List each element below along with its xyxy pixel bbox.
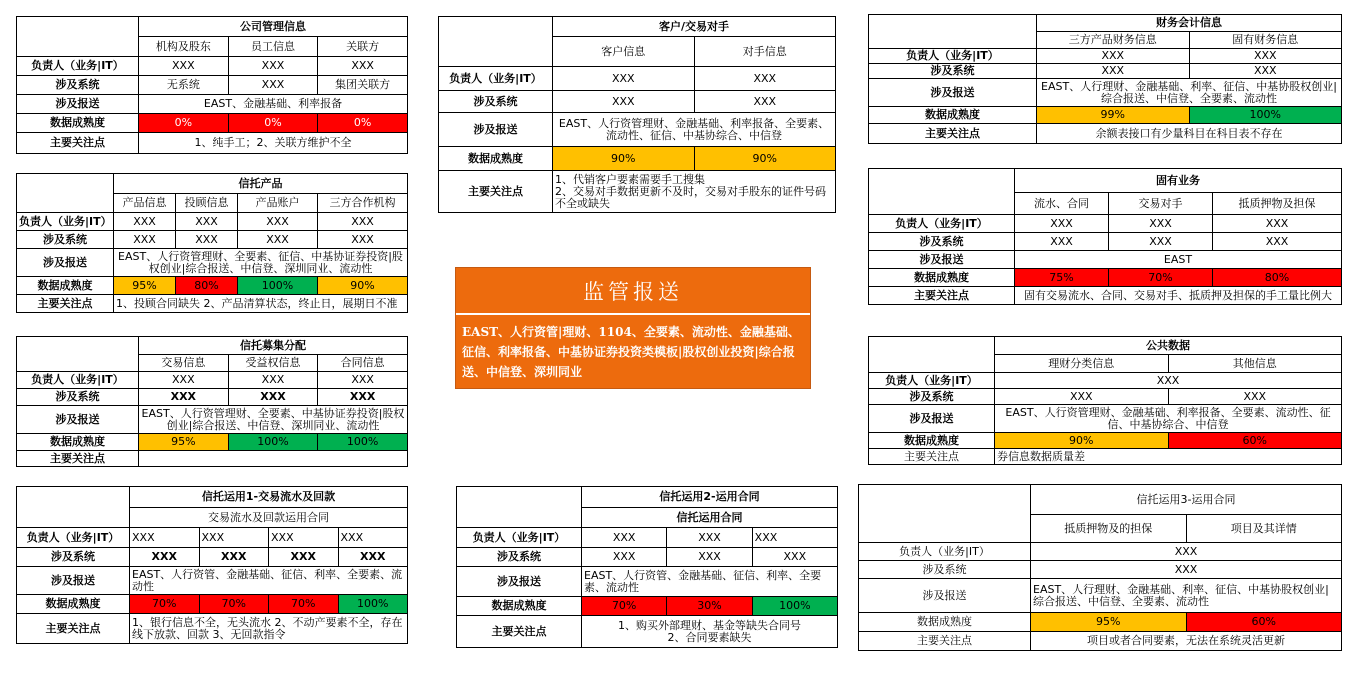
cell: XXX [1168,389,1342,405]
row-label-report: 涉及报送 [17,95,139,114]
row-label-owner: 负责人（业务|IT） [17,528,130,548]
row-label-focus: 主要关注点 [17,295,114,313]
row-label-owner: 负责人（业务|IT） [457,528,582,548]
table-customer-counterparty [438,16,836,213]
table-proprietary-business [868,168,1342,305]
row-label-system: 涉及系统 [869,233,1015,251]
regulatory-body: EAST、人行资管|理财、1104、全要素、流动性、金融基础、征信、利率报备、中基协证券投资类模板|股权创业投资|综合报送、中信登、深圳同业 [462,325,800,379]
table-trust-use-2 [456,486,838,648]
cell: XXX [582,528,667,548]
cell: XXX [318,231,408,249]
corner-cell [17,174,114,213]
row-label-system: 涉及系统 [17,548,130,567]
cell: EAST、人行资管、金融基础、征信、利率、全要素、流动性 [582,567,838,597]
maturity-cell: 90% [318,277,408,295]
corner-cell [17,17,139,57]
cell: XXX [1037,64,1190,79]
col-header: 流水、合同 [1015,193,1109,215]
row-label-system: 涉及系统 [457,548,582,567]
table-title: 公司管理信息 [139,17,408,37]
cell: XXX [318,389,408,406]
maturity-cell: 100% [238,277,318,295]
col-header: 对手信息 [694,37,836,67]
cell: XXX [269,528,339,548]
col-header: 抵质押物及担保 [1213,193,1342,215]
cell: XXX [667,528,752,548]
row-label-report: 涉及报送 [457,567,582,597]
corner-cell [17,487,130,528]
cell: XXX [752,528,837,548]
maturity-cell: 70% [1109,269,1213,287]
sub-header: 信托运用合同 [582,508,838,528]
table-title: 信托募集分配 [139,337,408,355]
row-label-focus: 主要关注点 [869,124,1037,144]
maturity-cell: 30% [667,597,752,616]
cell: XXX [139,372,229,389]
cell: XXX [1015,233,1109,251]
cell: XXX [228,372,318,389]
cell: XXX [199,528,269,548]
cell: XXX [1213,215,1342,233]
cell: 1、投顾合同缺失 2、产品清算状态，终止日，展期日不准 [114,295,408,313]
col-header: 交易对手 [1109,193,1213,215]
table-public-data [868,336,1342,465]
row-label-focus: 主要关注点 [17,133,139,154]
row-label-maturity: 数据成熟度 [17,277,114,295]
maturity-cell: 90% [995,433,1169,449]
cell: XXX [667,548,752,567]
table-title: 公共数据 [995,337,1342,355]
maturity-cell: 0% [318,114,408,133]
cell: 项目或者合同要素，无法在系统灵活更新 [1031,632,1342,651]
row-label-focus: 主要关注点 [859,632,1031,651]
table-trust-use-3 [858,484,1342,651]
table-company-management [16,16,408,154]
row-label-owner: 负责人（业务|IT） [17,372,139,389]
cell: XXX [1189,64,1342,79]
cell: 余额表接口有少量科目在科目表不存在 [1037,124,1342,144]
cell: XXX [338,548,408,567]
maturity-cell: 70% [199,595,269,614]
table-financial-accounting [868,14,1342,144]
col-header: 项目及其详情 [1186,515,1342,543]
cell: XXX [1109,233,1213,251]
maturity-cell: 70% [582,597,667,616]
row-label-system: 涉及系统 [859,561,1031,579]
cell: 固有交易流水、合同、交易对手、抵质押及担保的手工量比例大 [1015,287,1342,305]
cell: 集团关联方 [318,76,408,95]
cell: XXX [1015,215,1109,233]
maturity-cell: 100% [228,434,318,451]
table-title: 客户/交易对手 [553,17,836,37]
maturity-cell: 80% [176,277,238,295]
cell: 1、购买外部理财、基金等缺失合同号 2、合同要素缺失 [582,616,838,648]
maturity-cell: 100% [752,597,837,616]
corner-cell [869,169,1015,215]
table-title: 财务会计信息 [1037,15,1342,32]
cell: XXX [318,213,408,231]
row-label-report: 涉及报送 [869,251,1015,269]
row-label-maturity: 数据成熟度 [17,595,130,614]
table-trust-use-1 [16,486,408,644]
maturity-cell: 95% [1031,613,1187,632]
cell: EAST、金融基础、利率报备 [139,95,408,114]
cell: XXX [694,67,836,91]
cell: EAST、人行资管理财、金融基础、利率报备、全要素、流动性、征信、中基协综合、中信登 [995,405,1342,433]
maturity-cell: 90% [553,147,695,171]
table-trust-products [16,173,408,313]
row-label-system: 涉及系统 [869,389,995,405]
cell: XXX [553,91,695,113]
col-header: 受益权信息 [228,355,318,372]
cell: XXX [176,231,238,249]
maturity-cell: 0% [228,114,318,133]
maturity-cell: 99% [1037,107,1190,124]
maturity-cell: 95% [114,277,176,295]
col-header: 产品账户 [238,194,318,213]
cell: XXX [995,389,1169,405]
row-label-maturity: 数据成熟度 [869,433,995,449]
cell: XXX [1109,215,1213,233]
maturity-cell: 95% [139,434,229,451]
table-title: 信托运用1-交易流水及回款 [130,487,408,508]
cell: XXX [130,528,200,548]
row-label-maturity: 数据成熟度 [869,269,1015,287]
row-label-maturity: 数据成熟度 [17,434,139,451]
cell: XXX [752,548,837,567]
cell: XXX [228,76,318,95]
col-header: 三方产品财务信息 [1037,32,1190,49]
cell: EAST、人行资管理财、金融基础、利率报备、全要素、流动性、征信、中基协综合、中信登 [553,113,836,147]
corner-cell [439,17,553,67]
cell: XXX [139,57,229,76]
row-label-owner: 负责人（业务|IT） [869,49,1037,64]
cell: XXX [228,389,318,406]
col-header: 其他信息 [1168,355,1342,373]
maturity-cell: 100% [318,434,408,451]
maturity-cell: 0% [139,114,229,133]
col-header: 客户信息 [553,37,695,67]
cell: EAST、人行资管理财、全要素、征信、中基协证券投资|股权创业|综合报送、中信登、深圳同业、流动性 [114,249,408,277]
corner-cell [457,487,582,528]
row-label-owner: 负责人（业务|IT） [439,67,553,91]
row-label-system: 涉及系统 [17,231,114,249]
cell: XXX [238,213,318,231]
cell: XXX [1189,49,1342,64]
col-header: 员工信息 [228,37,318,57]
corner-cell [869,337,995,373]
col-header: 固有财务信息 [1189,32,1342,49]
row-label-system: 涉及系统 [17,76,139,95]
row-label-report: 涉及报送 [869,79,1037,107]
corner-cell [17,337,139,372]
maturity-cell: 60% [1186,613,1342,632]
cell: XXX [139,389,229,406]
table-trust-fundraising [16,336,408,467]
col-header: 产品信息 [114,194,176,213]
cell: XXX [176,213,238,231]
cell: 1、银行信息不全，无头流水 2、不动产要素不全，存在线下放款、回款 3、无回款指令 [130,614,408,644]
cell: XXX [338,528,408,548]
row-label-owner: 负责人（业务|IT） [17,57,139,76]
maturity-cell: 100% [1189,107,1342,124]
cell: XXX [199,548,269,567]
row-label-report: 涉及报送 [869,405,995,433]
maturity-cell: 70% [269,595,339,614]
cell: EAST [1015,251,1342,269]
row-label-system: 涉及系统 [439,91,553,113]
cell: XXX [114,231,176,249]
row-label-focus: 主要关注点 [869,449,995,465]
cell: EAST、人行资管、金融基础、征信、利率、全要素、流动性 [130,567,408,595]
maturity-cell: 100% [338,595,408,614]
col-header: 合同信息 [318,355,408,372]
row-label-maturity: 数据成熟度 [457,597,582,616]
maturity-cell: 75% [1015,269,1109,287]
row-label-focus: 主要关注点 [457,616,582,648]
cell: XXX [130,548,200,567]
cell: 券信息数据质量差 [995,449,1342,465]
cell: 1、纯手工；2、关联方维护不全 [139,133,408,154]
row-label-maturity: 数据成熟度 [869,107,1037,124]
col-header: 投顾信息 [176,194,238,213]
cell: EAST、人行资管理财、全要素、中基协证券投资|股权创业|综合报送、中信登、深圳同业、流动性 [139,406,408,434]
table-title: 固有业务 [1015,169,1342,193]
cell: XXX [1031,543,1342,561]
row-label-report: 涉及报送 [859,579,1031,613]
row-label-report: 涉及报送 [17,249,114,277]
row-label-maturity: 数据成熟度 [439,147,553,171]
cell: XXX [995,373,1342,389]
row-label-owner: 负责人（业务|IT） [17,213,114,231]
divider [456,313,810,315]
regulatory-title: 监管报送 [583,280,683,304]
cell: XXX [228,57,318,76]
cell: XXX [318,57,408,76]
cell: XXX [694,91,836,113]
corner-cell [859,485,1031,543]
cell: 无系统 [139,76,229,95]
cell [139,451,408,467]
row-label-system: 涉及系统 [869,64,1037,79]
row-label-focus: 主要关注点 [17,451,139,467]
col-header: 三方合作机构 [318,194,408,213]
maturity-cell: 80% [1213,269,1342,287]
col-header: 交易信息 [139,355,229,372]
cell: XXX [1213,233,1342,251]
cell: XXX [1037,49,1190,64]
row-label-focus: 主要关注点 [439,171,553,213]
maturity-cell: 60% [1168,433,1342,449]
cell: XXX [318,372,408,389]
table-title: 信托运用2-运用合同 [582,487,838,508]
maturity-cell: 90% [694,147,836,171]
cell: 1、代销客户要素需要手工搜集 2、交易对手数据更新不及时，交易对手股东的证件号码不全或缺失 [553,171,836,213]
table-title: 信托产品 [114,174,408,194]
cell: XXX [582,548,667,567]
row-label-system: 涉及系统 [17,389,139,406]
maturity-cell: 70% [130,595,200,614]
row-label-report: 涉及报送 [17,406,139,434]
cell: EAST、人行理财、金融基础、利率、征信、中基协股权创业|综合报送、中信登、全要素、流动性 [1037,79,1342,107]
regulatory-reporting-box [455,267,811,389]
cell: EAST、人行理财、金融基础、利率、征信、中基协股权创业|综合报送、中信登、全要素、流动性 [1031,579,1342,613]
row-label-maturity: 数据成熟度 [17,114,139,133]
table-title: 信托运用3-运用合同 [1031,485,1342,515]
row-label-focus: 主要关注点 [869,287,1015,305]
cell: XXX [269,548,339,567]
row-label-owner: 负责人（业务|IT） [869,215,1015,233]
cell: XXX [1031,561,1342,579]
row-label-report: 涉及报送 [17,567,130,595]
row-label-report: 涉及报送 [439,113,553,147]
sub-header: 交易流水及回款运用合同 [130,508,408,528]
row-label-owner: 负责人（业务|IT） [869,373,995,389]
cell: XXX [114,213,176,231]
col-header: 抵质押物及的担保 [1031,515,1187,543]
cell: XXX [553,67,695,91]
row-label-owner: 负责人（业务|IT） [859,543,1031,561]
row-label-focus: 主要关注点 [17,614,130,644]
col-header: 机构及股东 [139,37,229,57]
row-label-maturity: 数据成熟度 [859,613,1031,632]
col-header: 关联方 [318,37,408,57]
col-header: 理财分类信息 [995,355,1169,373]
corner-cell [869,15,1037,49]
cell: XXX [238,231,318,249]
